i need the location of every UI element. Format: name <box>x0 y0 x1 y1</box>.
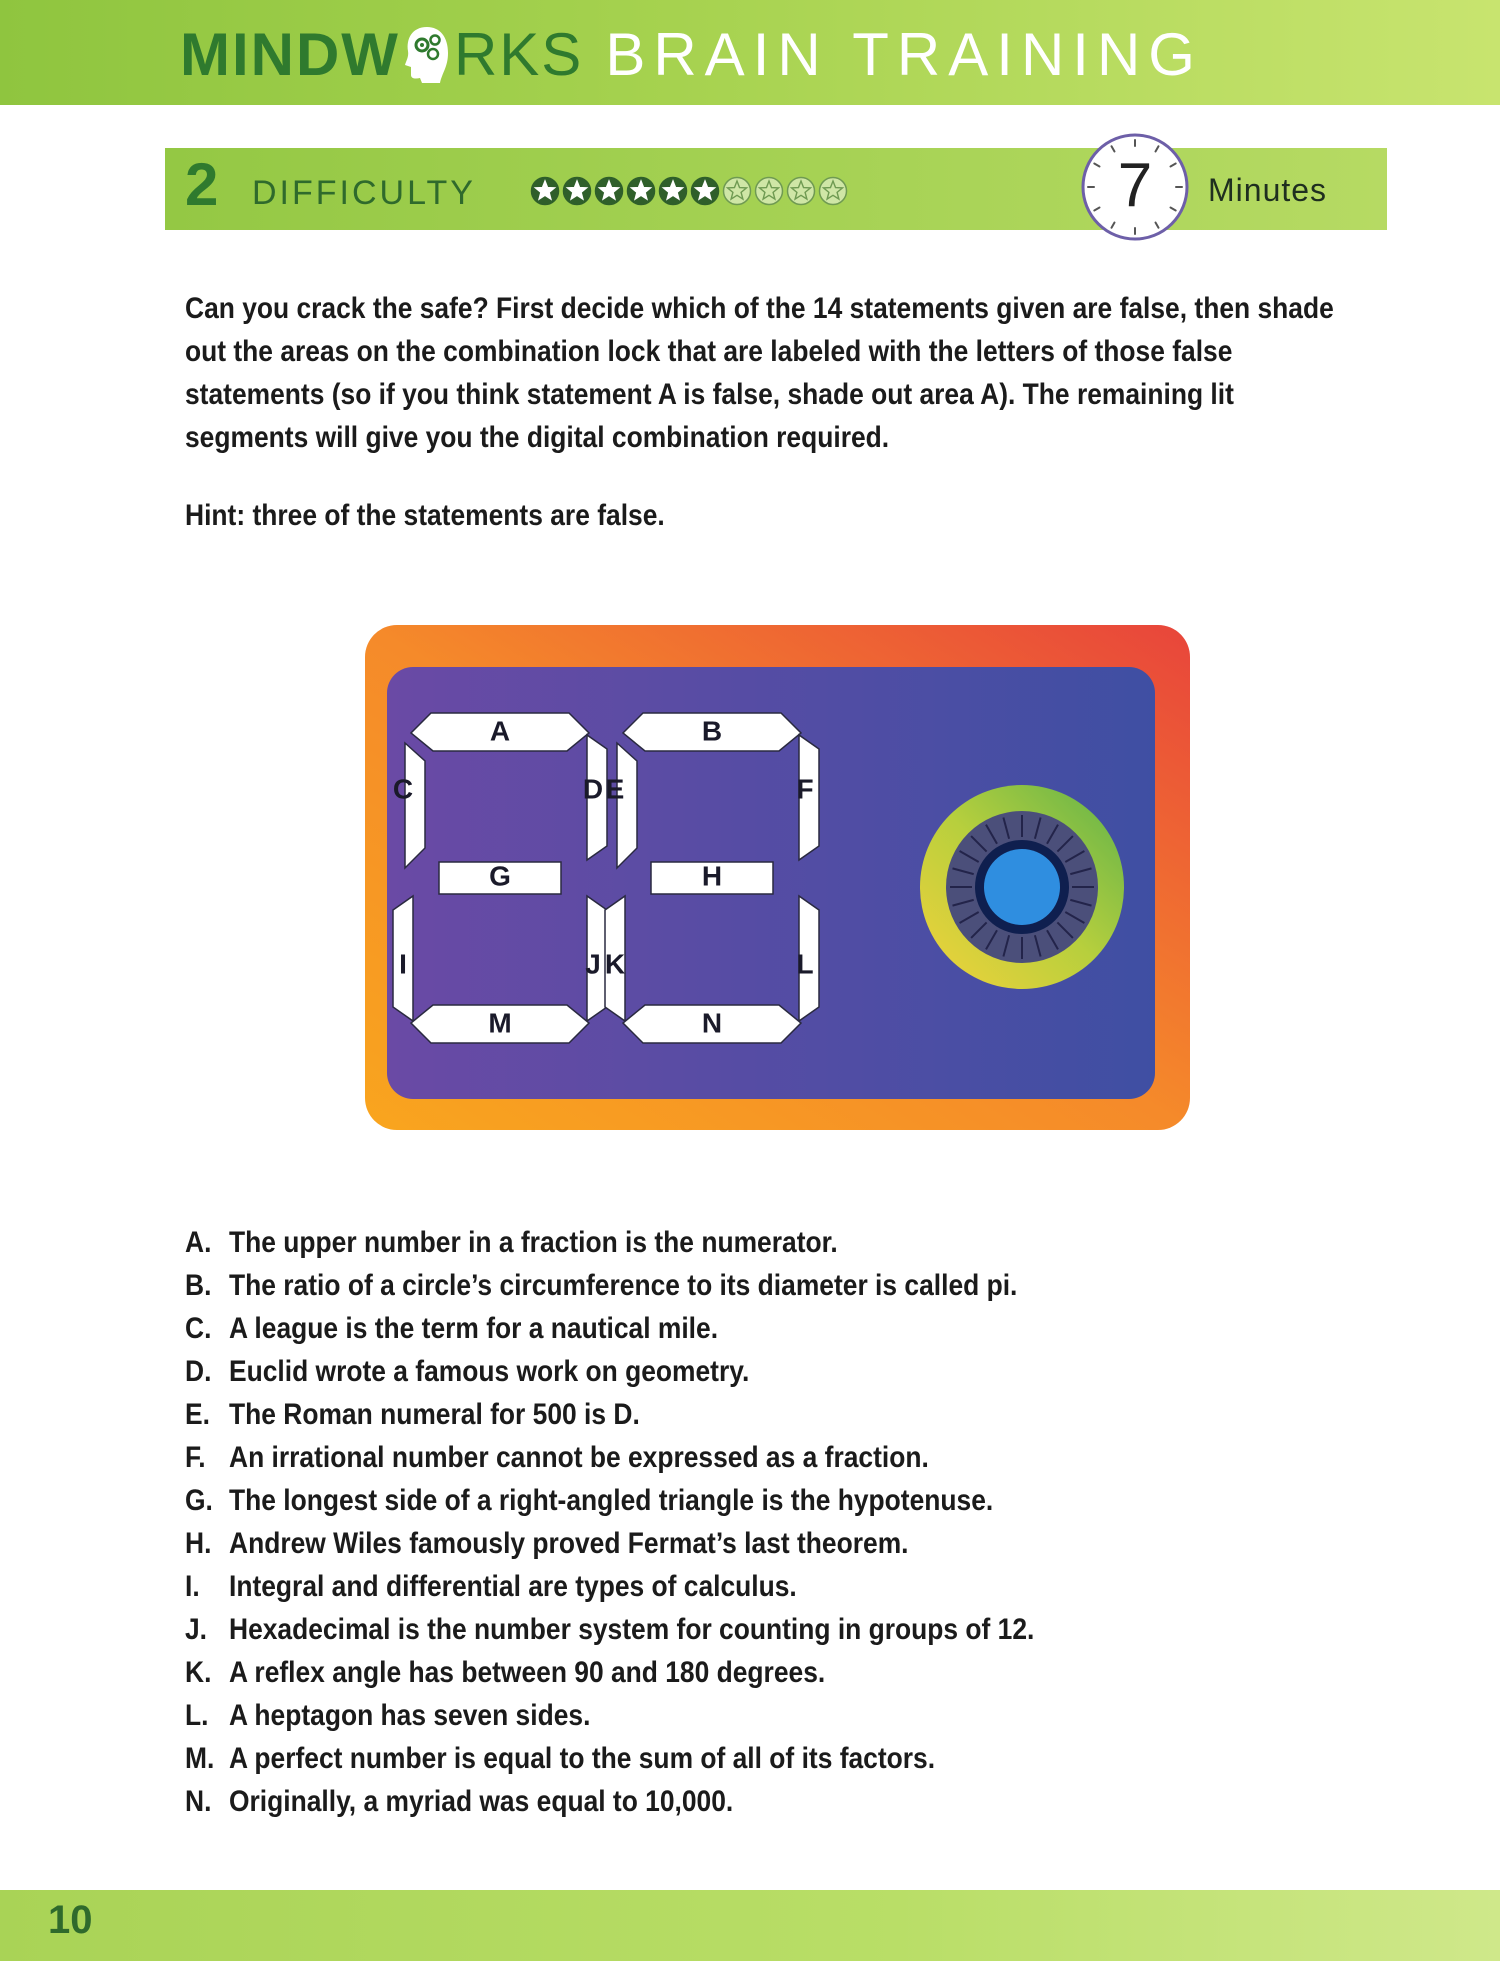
combination-lock <box>365 625 1190 1130</box>
star-empty-icon <box>786 176 816 206</box>
brand-subtitle: BRAIN TRAINING <box>605 20 1203 88</box>
segment-C <box>405 743 425 868</box>
segment-label-B: B <box>701 715 723 747</box>
segment-label-H: H <box>701 860 723 892</box>
statement-letter: A. <box>185 1226 212 1259</box>
hint: Hint: three of the statements are false. <box>185 499 665 532</box>
statement-list <box>185 1226 1150 1828</box>
segment-E <box>617 743 637 868</box>
star-filled-icon <box>594 176 624 206</box>
star-filled-icon <box>562 176 592 206</box>
puzzle-number: 2 <box>185 151 219 218</box>
segment-label-K: K <box>604 948 626 980</box>
statement-letter: C. <box>185 1312 212 1345</box>
segment-label-M: M <box>488 1007 512 1039</box>
statement-text: An irrational number cannot be expressed as a fraction. <box>229 1441 929 1474</box>
statement-text: Originally, a myriad was equal to 10,000. <box>229 1785 734 1818</box>
segment-label-F: F <box>796 773 814 805</box>
brand-title <box>180 14 1203 94</box>
statement-text: Hexadecimal is the number system for counting in groups of 12. <box>229 1613 1035 1646</box>
statement-text: Andrew Wiles famously proved Fermat’s last theorem. <box>229 1527 909 1560</box>
star-filled-icon <box>626 176 656 206</box>
statement-letter: L. <box>185 1699 209 1732</box>
statement-item <box>185 1398 1034 1441</box>
star-filled-icon <box>530 176 560 206</box>
statement-letter: D. <box>185 1355 212 1388</box>
dial-icon <box>920 785 1124 989</box>
segment-label-A: A <box>489 715 511 747</box>
segment-label-I: I <box>399 948 407 980</box>
statement-letter: N. <box>185 1785 212 1818</box>
statement-letter: H. <box>185 1527 212 1560</box>
time-value: 7 <box>1117 151 1153 220</box>
segment-label-E: E <box>605 773 625 805</box>
segment-label-J: J <box>585 948 601 980</box>
statement-item <box>185 1613 1034 1656</box>
difficulty-rating <box>530 176 848 206</box>
brand-bold: MINDW <box>180 20 400 88</box>
statement-item <box>185 1742 1034 1785</box>
statement-item <box>185 1656 1034 1699</box>
statement-letter: K. <box>185 1656 212 1689</box>
statement-text: A heptagon has seven sides. <box>229 1699 591 1732</box>
difficulty-label: DIFFICULTY <box>252 174 476 212</box>
instructions: Can you crack the safe? First decide which of the 14 statements given are false, then shade out the areas on the combination lock that are labeled with the letters of those false statements (so if you think statement A is false, shade out area A). The remaining lit segments will give you the digital combination required. <box>185 292 1334 454</box>
statement-text: Integral and differential are types of calculus. <box>229 1570 797 1603</box>
statement-item <box>185 1226 1034 1269</box>
statement-letter: M. <box>185 1742 215 1775</box>
head-with-gears-icon <box>402 23 452 85</box>
star-filled-icon <box>658 176 688 206</box>
statement-item <box>185 1785 1034 1828</box>
statement-text: The upper number in a fraction is the numerator. <box>229 1226 838 1259</box>
statement-letter: F. <box>185 1441 206 1474</box>
segment-label-G: G <box>489 860 511 892</box>
brand-regular: RKS <box>453 20 584 88</box>
statement-text: The ratio of a circle’s circumference to its diameter is called pi. <box>229 1269 1018 1302</box>
statement-item <box>185 1570 1034 1613</box>
statement-letter: J. <box>185 1613 208 1646</box>
statement-text: The Roman numeral for 500 is D. <box>229 1398 640 1431</box>
page-number: 10 <box>48 1898 93 1942</box>
time-unit: Minutes <box>1208 172 1328 208</box>
star-empty-icon <box>754 176 784 206</box>
segment-label-L: L <box>796 948 814 980</box>
statement-item <box>185 1355 1034 1398</box>
statement-text: The longest side of a right-angled triangle is the hypotenuse. <box>229 1484 994 1517</box>
statement-text: A reflex angle has between 90 and 180 degrees. <box>229 1656 826 1689</box>
statement-item <box>185 1441 1034 1484</box>
segment-label-D: D <box>582 773 604 805</box>
statement-letter: I. <box>185 1570 200 1603</box>
statement-item <box>185 1484 1034 1527</box>
statement-letter: G. <box>185 1484 213 1517</box>
statement-text: A league is the term for a nautical mile. <box>229 1312 719 1345</box>
star-filled-icon <box>690 176 720 206</box>
statement-item <box>185 1312 1034 1355</box>
statement-item <box>185 1269 1034 1312</box>
statement-text: Euclid wrote a famous work on geometry. <box>229 1355 750 1388</box>
segment-label-C: C <box>392 773 414 805</box>
statement-letter: E. <box>185 1398 210 1431</box>
statement-text: A perfect number is equal to the sum of all of its factors. <box>229 1742 936 1775</box>
statement-item <box>185 1699 1034 1742</box>
footer-band <box>0 1890 1500 1961</box>
segment-label-N: N <box>701 1007 723 1039</box>
star-empty-icon <box>818 176 848 206</box>
star-empty-icon <box>722 176 752 206</box>
statement-letter: B. <box>185 1269 212 1302</box>
statement-item <box>185 1527 1034 1570</box>
